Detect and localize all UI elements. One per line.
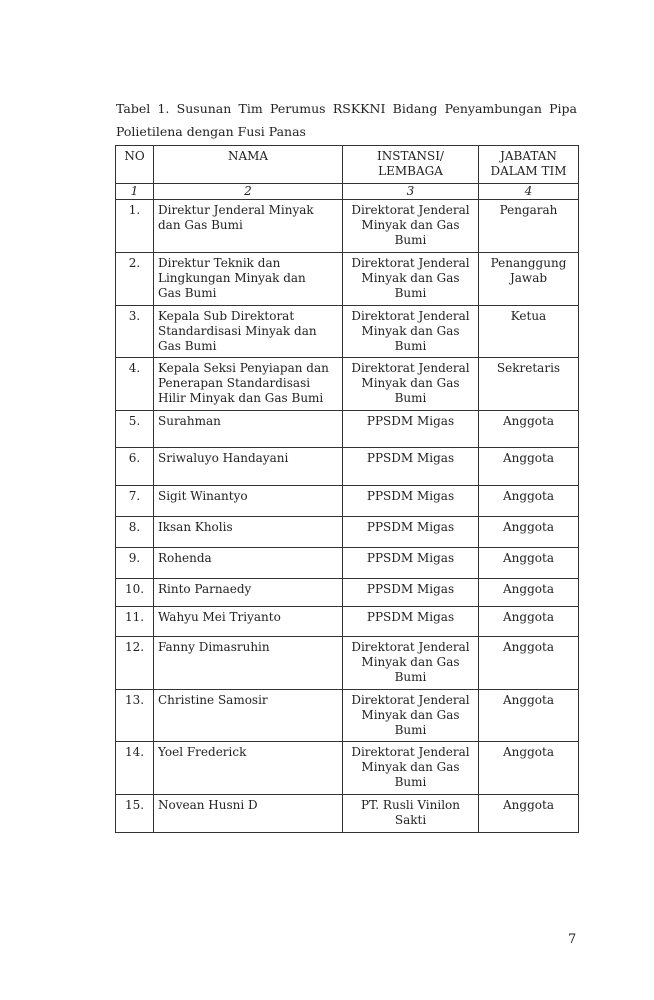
table-caption (116, 97, 577, 143)
row-instansi: PPSDM Migas (343, 548, 479, 579)
row-instansi: Direktorat Jenderal Minyak dan Gas Bumi (343, 253, 479, 306)
row-instansi: Direktorat Jenderal Minyak dan Gas Bumi (343, 358, 479, 411)
row-jabatan: Anggota (479, 448, 579, 486)
row-number: 9. (116, 548, 154, 579)
row-nama: Direktur Teknik dan Lingkungan Minyak dan Gas Bumi (154, 253, 343, 306)
row-nama: Fanny Dimasruhin (154, 637, 343, 690)
header-no: NO (116, 146, 154, 184)
index-4: 4 (479, 184, 579, 200)
caption-line-1: Tabel 1. Susunan Tim Perumus RSKKNI Bidang Penyambungan Pipa (116, 101, 577, 116)
row-nama: Sriwaluyo Handayani (154, 448, 343, 486)
row-jabatan: Anggota (479, 411, 579, 448)
page-number: 7 (568, 932, 577, 947)
row-number: 4. (116, 358, 154, 411)
row-jabatan: Anggota (479, 607, 579, 637)
row-jabatan: Anggota (479, 690, 579, 742)
row-instansi: PPSDM Migas (343, 607, 479, 637)
row-nama: Rinto Parnaedy (154, 579, 343, 607)
row-instansi: PPSDM Migas (343, 448, 479, 486)
row-number: 14. (116, 742, 154, 795)
row-nama: Surahman (154, 411, 343, 448)
row-nama: Iksan Kholis (154, 517, 343, 548)
row-instansi: Direktorat Jenderal Minyak dan Gas Bumi (343, 306, 479, 358)
row-number: 12. (116, 637, 154, 690)
team-table (115, 145, 579, 833)
table-row (116, 486, 579, 517)
index-3: 3 (343, 184, 479, 200)
row-number: 1. (116, 200, 154, 253)
row-jabatan: Anggota (479, 579, 579, 607)
table-row (116, 579, 579, 607)
table-row (116, 690, 579, 742)
row-nama: Direktur Jenderal Minyak dan Gas Bumi (154, 200, 343, 253)
row-number: 8. (116, 517, 154, 548)
header-row (116, 146, 579, 184)
row-jabatan: Anggota (479, 637, 579, 690)
row-number: 3. (116, 306, 154, 358)
row-instansi: Direktorat Jenderal Minyak dan Gas Bumi (343, 637, 479, 690)
header-instansi: INSTANSI/ LEMBAGA (343, 146, 479, 184)
row-instansi: PPSDM Migas (343, 579, 479, 607)
table-row (116, 637, 579, 690)
row-instansi: Direktorat Jenderal Minyak dan Gas Bumi (343, 742, 479, 795)
table-row (116, 306, 579, 358)
row-jabatan: Penanggung Jawab (479, 253, 579, 306)
row-jabatan: Anggota (479, 486, 579, 517)
row-nama: Kepala Seksi Penyiapan dan Penerapan Standardisasi Hilir Minyak dan Gas Bumi (154, 358, 343, 411)
table-row (116, 607, 579, 637)
index-2: 2 (154, 184, 343, 200)
table-row (116, 448, 579, 486)
row-nama: Wahyu Mei Triyanto (154, 607, 343, 637)
row-instansi: PPSDM Migas (343, 411, 479, 448)
row-number: 6. (116, 448, 154, 486)
row-number: 7. (116, 486, 154, 517)
row-nama: Christine Samosir (154, 690, 343, 742)
table-row (116, 411, 579, 448)
row-nama: Kepala Sub Direktorat Standardisasi Minyak dan Gas Bumi (154, 306, 343, 358)
table-row (116, 200, 579, 253)
table-row (116, 253, 579, 306)
row-nama: Rohenda (154, 548, 343, 579)
row-jabatan: Pengarah (479, 200, 579, 253)
header-nama: NAMA (154, 146, 343, 184)
index-1: 1 (116, 184, 154, 200)
row-jabatan: Sekretaris (479, 358, 579, 411)
row-jabatan: Anggota (479, 742, 579, 795)
row-jabatan: Ketua (479, 306, 579, 358)
row-nama: Sigit Winantyo (154, 486, 343, 517)
header-jabatan: JABATAN DALAM TIM (479, 146, 579, 184)
row-number: 13. (116, 690, 154, 742)
column-index-row (116, 184, 579, 200)
table-row (116, 742, 579, 795)
row-number: 2. (116, 253, 154, 306)
row-instansi: PPSDM Migas (343, 517, 479, 548)
caption-line-2: Polietilena dengan Fusi Panas (116, 124, 306, 139)
row-jabatan: Anggota (479, 795, 579, 833)
table-row (116, 358, 579, 411)
table-row (116, 517, 579, 548)
row-nama: Novean Husni D (154, 795, 343, 833)
row-number: 15. (116, 795, 154, 833)
row-instansi: PT. Rusli Vinilon Sakti (343, 795, 479, 833)
row-instansi: PPSDM Migas (343, 486, 479, 517)
row-nama: Yoel Frederick (154, 742, 343, 795)
table-row (116, 795, 579, 833)
row-number: 11. (116, 607, 154, 637)
row-number: 5. (116, 411, 154, 448)
row-jabatan: Anggota (479, 517, 579, 548)
row-instansi: Direktorat Jenderal Minyak dan Gas Bumi (343, 200, 479, 253)
row-instansi: Direktorat Jenderal Minyak dan Gas Bumi (343, 690, 479, 742)
row-number: 10. (116, 579, 154, 607)
row-jabatan: Anggota (479, 548, 579, 579)
table-row (116, 548, 579, 579)
